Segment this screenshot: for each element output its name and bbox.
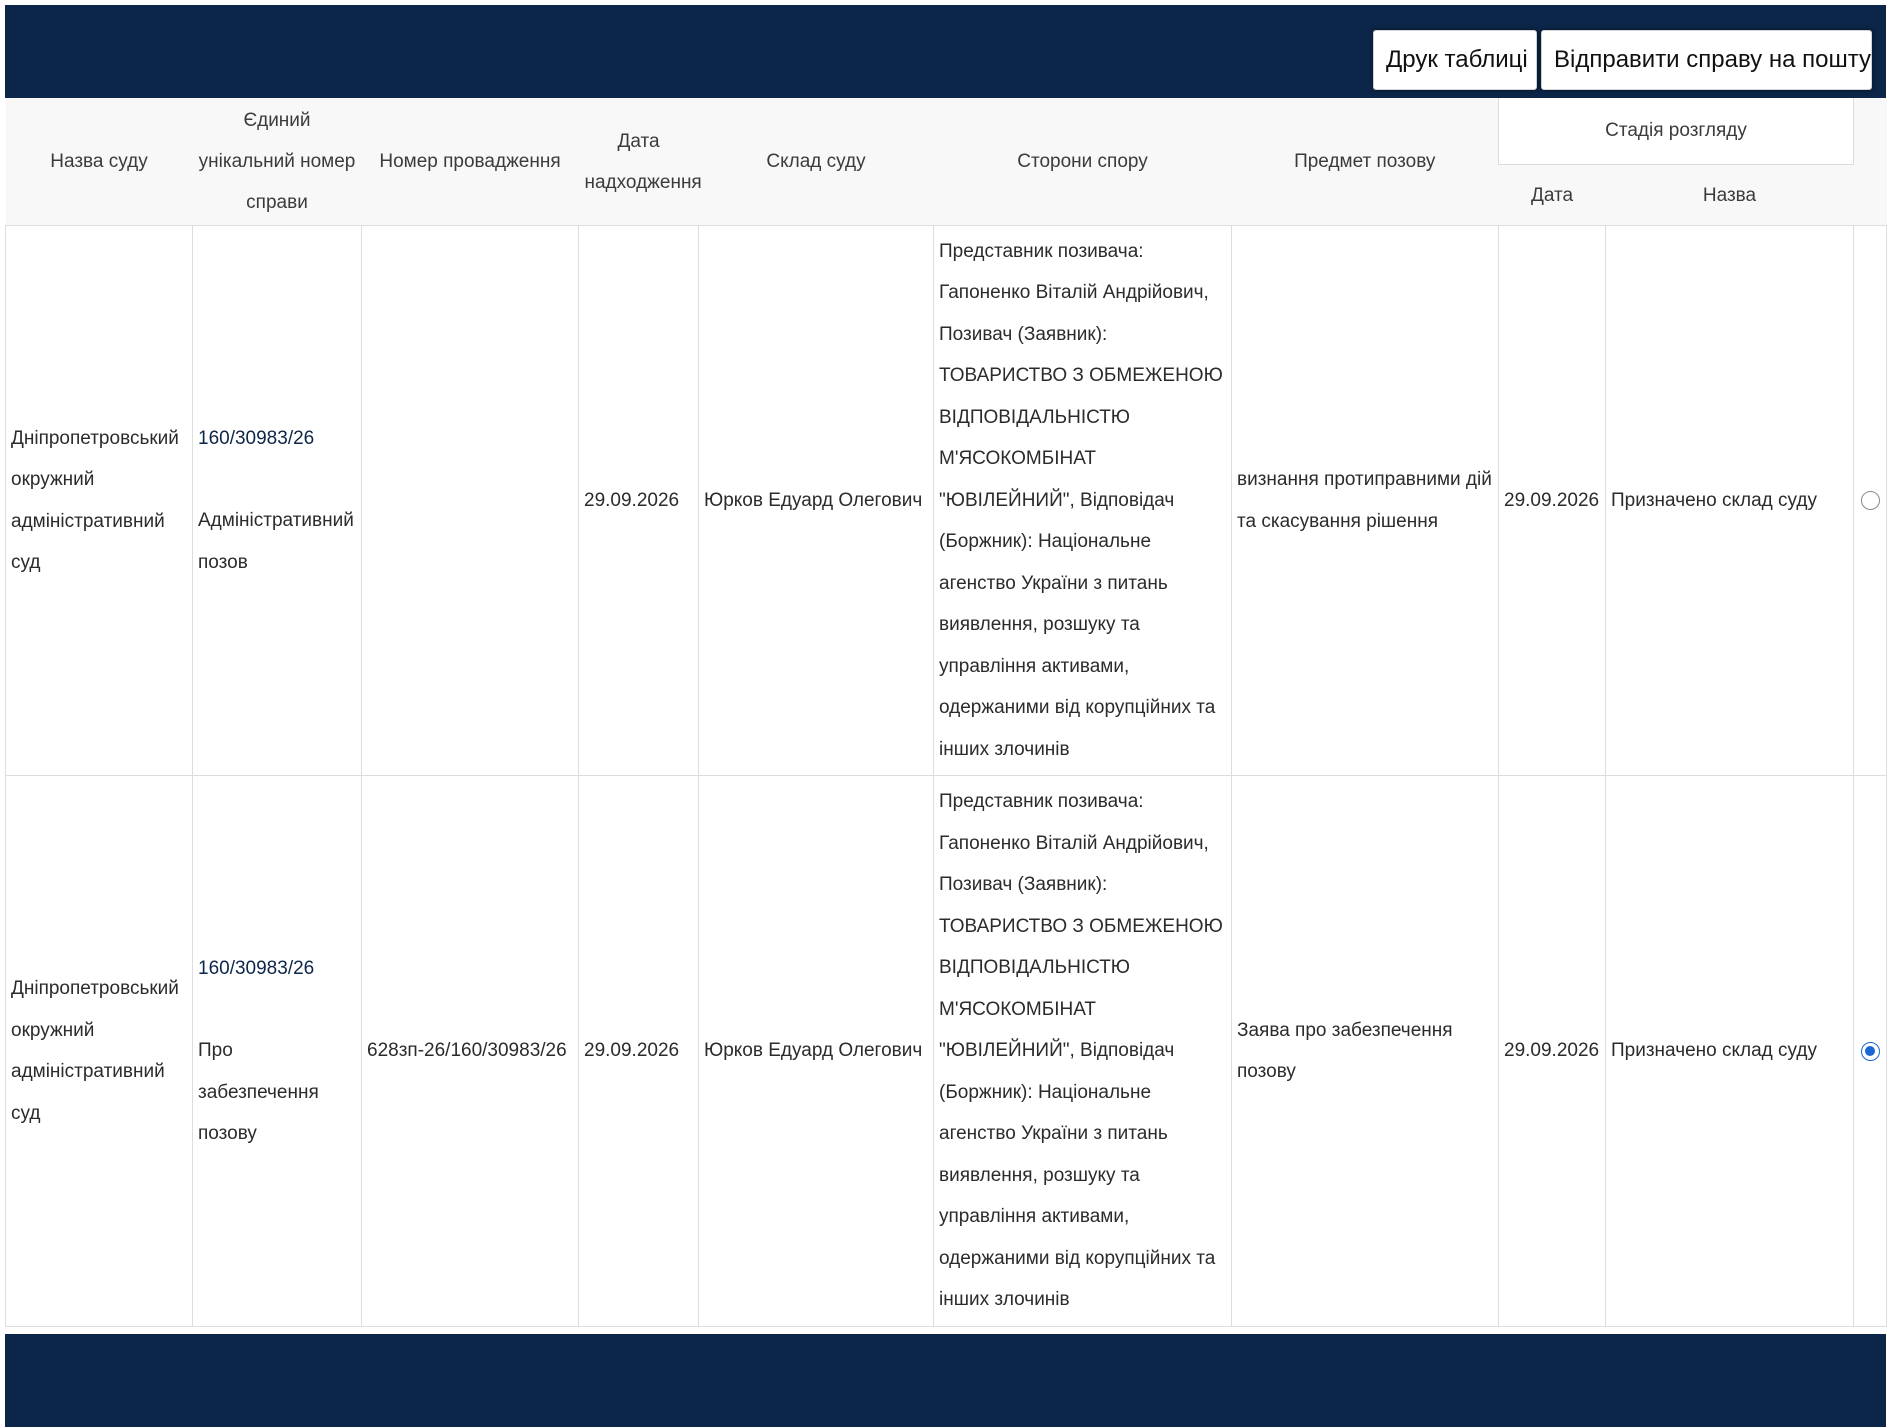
table-row[interactable] xyxy=(6,226,1887,776)
header-case-number: Єдиний унікальний номер справи xyxy=(193,98,362,226)
stage-name-cell: Призначено склад суду xyxy=(1606,776,1854,1327)
parties-text: Представник позивача: Гапоненко Віталій Андрійович, Позивач (Заявник): ТОВАРИСТВО З ОБМЕЖЕНОЮ ВІДПОВІДАЛЬНІСТЮ М'ЯСОКОМБІНАТ "ЮВІЛЕЙНИЙ", Відповідач (Боржник): Національне агенство України з питань виявлення, розшуку та управління активами, одержаними від корупційних та інших злочинів xyxy=(939,791,1223,1311)
case-kind: Адміністративний позов xyxy=(198,510,354,573)
court-name-cell: Дніпропетровський окружний адміністративний суд xyxy=(6,776,193,1327)
proceeding-number-cell: 628зп-26/160/30983/26 xyxy=(362,776,579,1327)
stage-date-cell: 29.09.2026 xyxy=(1499,226,1606,776)
parties-cell xyxy=(934,776,1232,1327)
header-parties: Сторони спору xyxy=(934,98,1232,226)
case-number-link[interactable]: 160/30983/26 xyxy=(198,427,315,449)
header-select xyxy=(1854,98,1887,226)
header-subject: Предмет позову xyxy=(1232,98,1499,226)
court-cases-table xyxy=(5,98,1887,1327)
bottom-bar xyxy=(5,1334,1886,1427)
header-stage: Стадія розгляду xyxy=(1499,98,1854,165)
case-number-cell xyxy=(193,226,362,776)
top-toolbar xyxy=(5,5,1886,98)
subject-cell: Заява про забезпечення позову xyxy=(1232,776,1499,1327)
subject-cell: визнання протиправними дій та скасування рішення xyxy=(1232,226,1499,776)
received-date-cell: 29.09.2026 xyxy=(579,776,699,1327)
select-cell xyxy=(1854,776,1887,1327)
header-judges: Склад суду xyxy=(699,98,934,226)
parties-cell xyxy=(934,226,1232,776)
parties-text: Представник позивача: Гапоненко Віталій Андрійович, Позивач (Заявник): ТОВАРИСТВО З ОБМЕЖЕНОЮ ВІДПОВІДАЛЬНІСТЮ М'ЯСОКОМБІНАТ "ЮВІЛЕЙНИЙ", Відповідач (Боржник): Національне агенство України з питань виявлення, розшуку та управління активами, одержаними від корупційних та інших злочинів xyxy=(939,240,1223,760)
header-received-date: Дата надходження xyxy=(579,98,699,226)
case-number-cell xyxy=(193,776,362,1327)
print-table-button[interactable]: Друк таблиці xyxy=(1373,30,1537,90)
case-kind: Про забезпечення позову xyxy=(198,1040,319,1144)
row-select-radio[interactable] xyxy=(1861,491,1880,510)
header-proceeding-number: Номер провадження xyxy=(362,98,579,226)
page-frame xyxy=(5,5,1886,1425)
row-select-radio[interactable] xyxy=(1861,1042,1880,1061)
proceeding-number-cell xyxy=(362,226,579,776)
header-court: Назва суду xyxy=(6,98,193,226)
court-name-cell: Дніпропетровський окружний адміністративний суд xyxy=(6,226,193,776)
judges-cell: Юрков Едуард Олегович xyxy=(699,226,934,776)
stage-date-cell: 29.09.2026 xyxy=(1499,776,1606,1327)
header-stage-date: Дата xyxy=(1499,165,1606,226)
stage-name-cell: Призначено склад суду xyxy=(1606,226,1854,776)
table-header xyxy=(6,98,1887,226)
select-cell xyxy=(1854,226,1887,776)
send-case-email-button[interactable]: Відправити справу на пошту xyxy=(1541,30,1872,90)
case-number-link[interactable]: 160/30983/26 xyxy=(198,957,315,979)
table-row[interactable] xyxy=(6,776,1887,1327)
header-stage-name: Назва xyxy=(1606,165,1854,226)
judges-cell: Юрков Едуард Олегович xyxy=(699,776,934,1327)
received-date-cell: 29.09.2026 xyxy=(579,226,699,776)
